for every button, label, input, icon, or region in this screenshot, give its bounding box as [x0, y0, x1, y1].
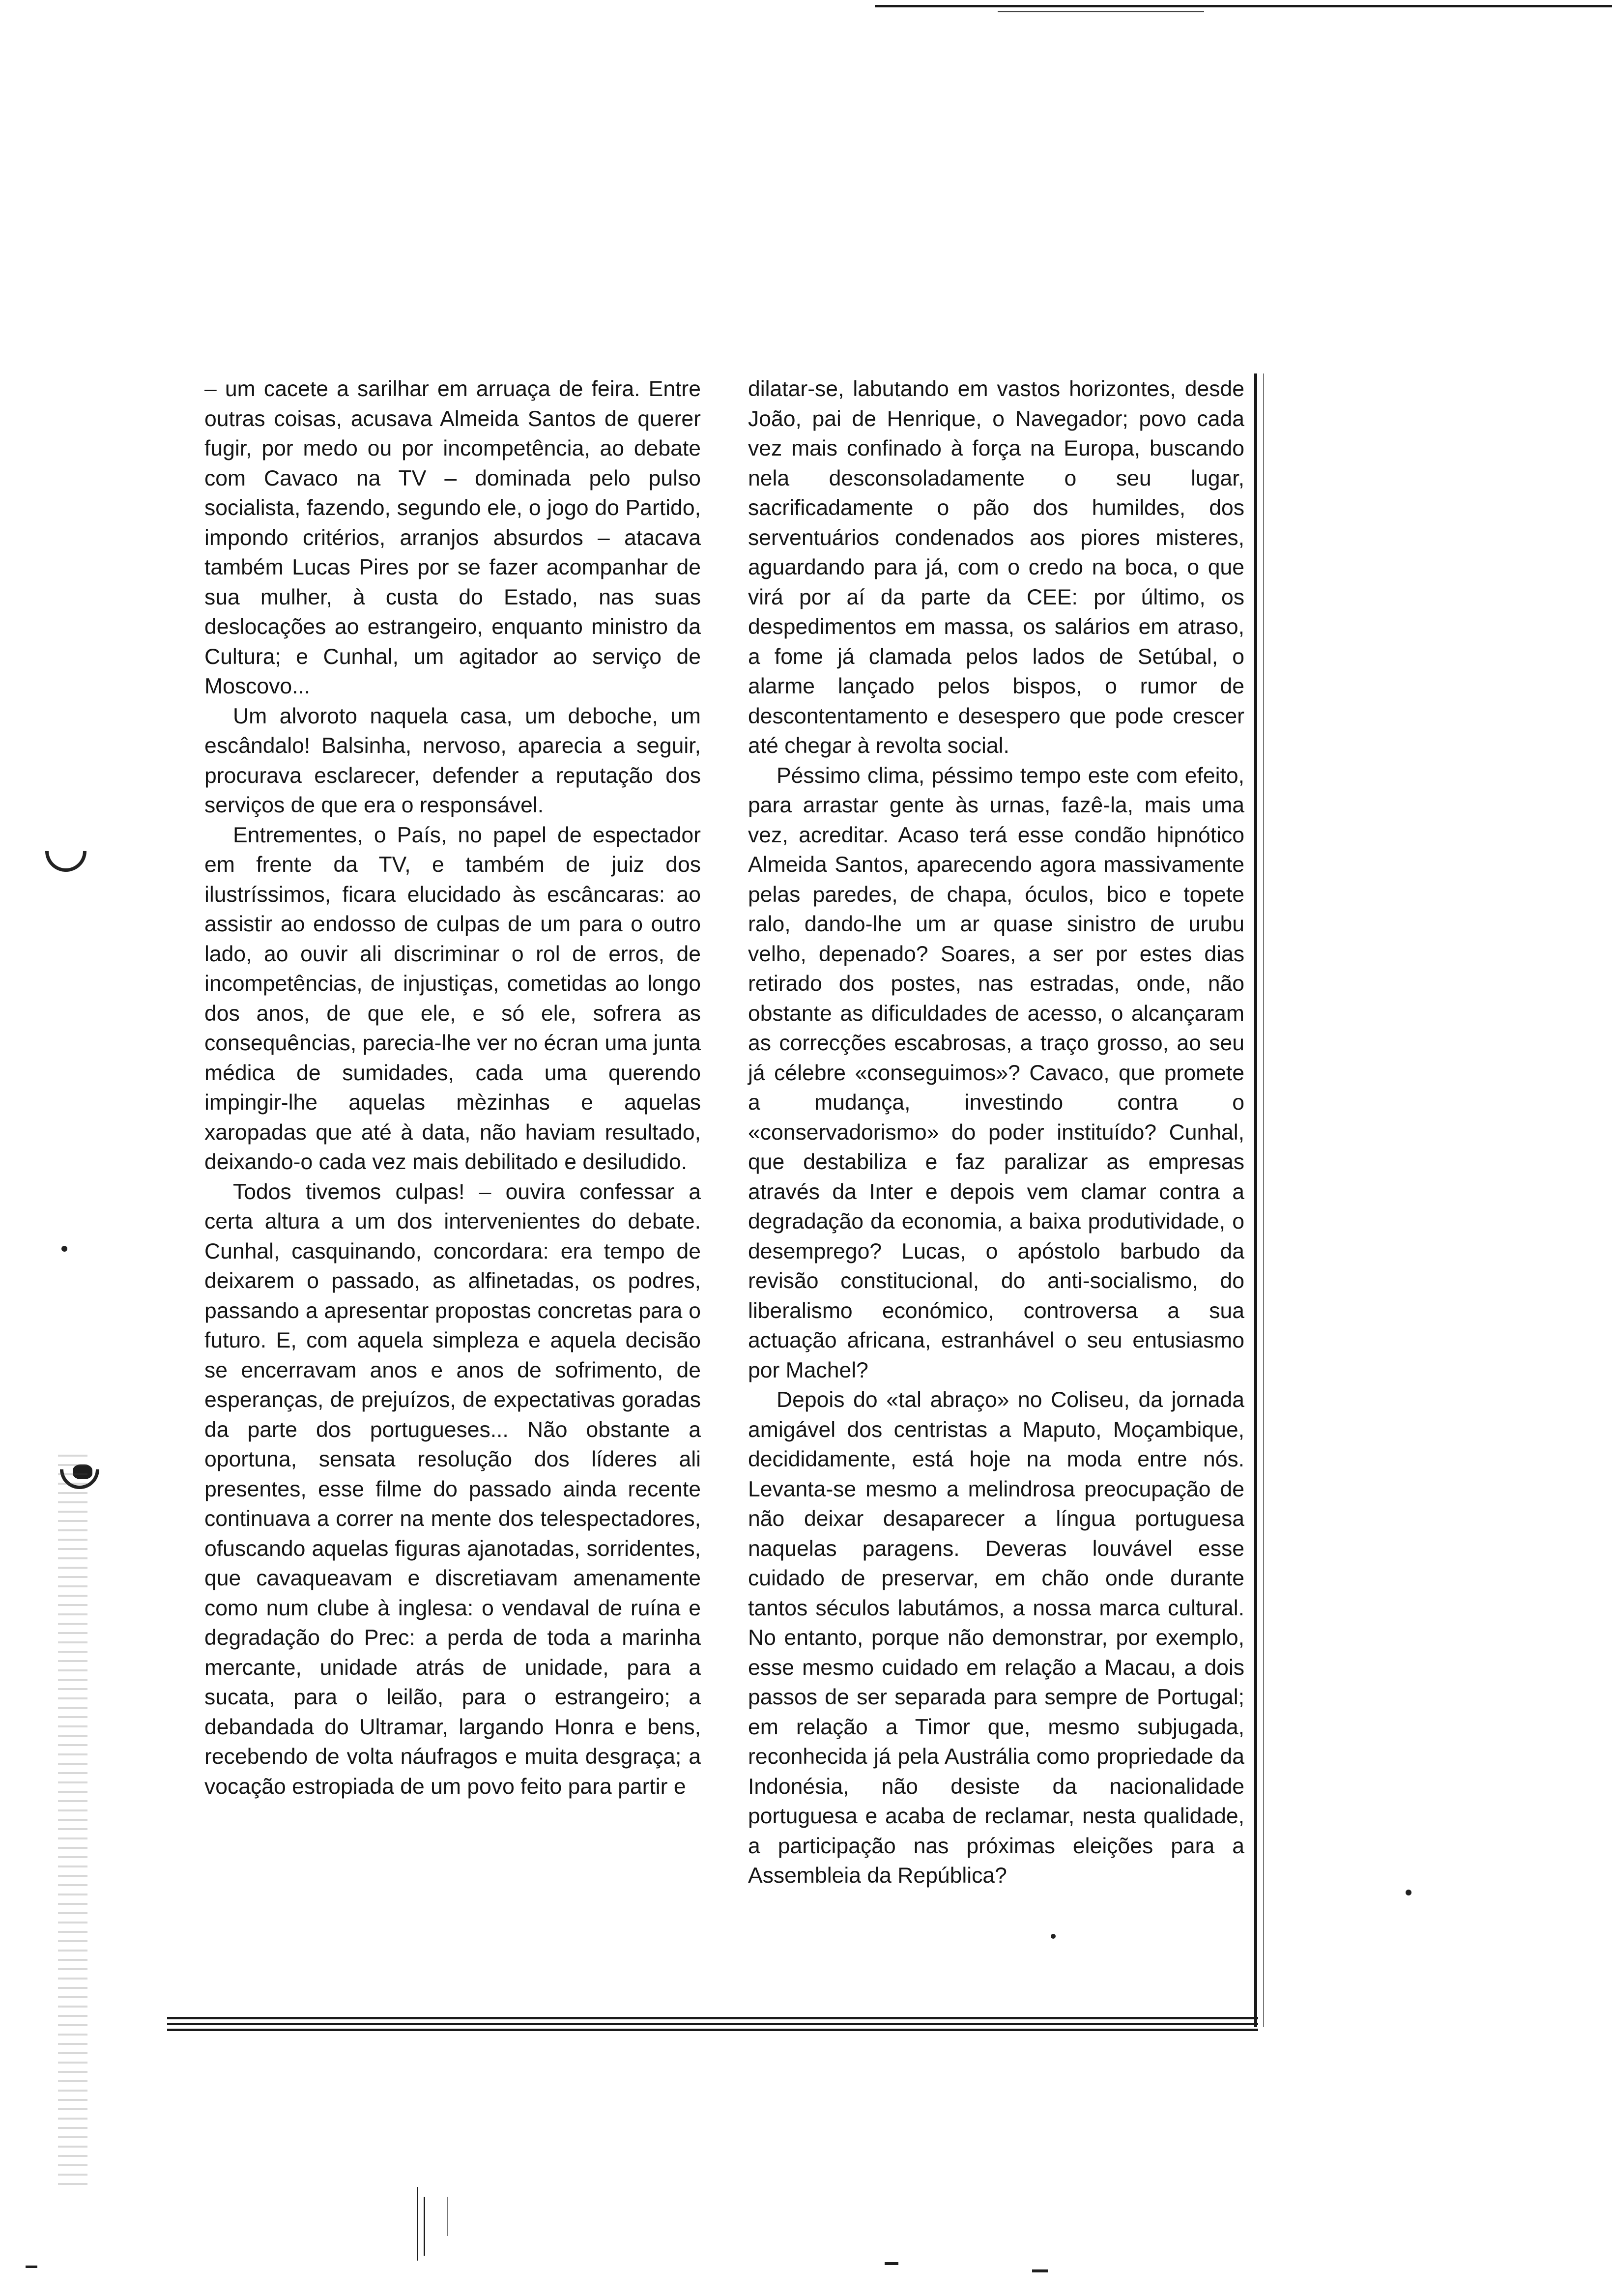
top-rule-secondary: [998, 11, 1204, 12]
stray-dot: [1051, 1934, 1056, 1939]
article-column-left: [204, 374, 701, 1802]
bottom-rule: [167, 2029, 1258, 2031]
bottom-rule: [167, 2017, 1258, 2019]
punch-hole-upper: [37, 822, 95, 881]
column-border-right: [1254, 373, 1257, 2027]
stray-dot: [1406, 1890, 1411, 1895]
scan-mark: [885, 2262, 898, 2265]
bottom-rule: [167, 2023, 1258, 2025]
paragraph: Um alvoroto naquela casa, um deboche, um escândalo! Balsinha, nervoso, aparecia a seguir, procurava esclarecer, defender a reputação dos serviços de que era o responsável.: [204, 704, 701, 817]
scan-mark: [417, 2187, 418, 2261]
scan-mark: [1032, 2269, 1048, 2272]
column-border-right-inner: [1263, 373, 1264, 2027]
scan-mark: [447, 2197, 448, 2236]
paragraph: – um cacete a sarilhar em arruaça de feira. Entre outras coisas, acusava Almeida Santos de querer fugir, por medo ou por incompetência, ao debate com Cavaco na TV – dominada pelo pulso socialista, fazendo, segundo ele, o jogo do Partido, impondo critérios, arranjos absurdos – atacava também Lucas Pires por se fazer acompanhar de sua mulher, à custa do Estado, nas suas deslocações ao estrangeiro, enquanto ministro da Cultura; e Cunhal, um agitador ao serviço de Moscovo...: [204, 377, 701, 698]
scan-edge-speckle: [58, 1455, 87, 2192]
scan-mark: [424, 2197, 425, 2256]
paragraph: Depois do «tal abraço» no Coliseu, da jornada amigável dos centristas a Maputo, Moçambique, decididamente, está hoje na moda entre nós. Levanta-se mesmo a melindrosa preocupação de não deixar desaparecer a língua portuguesa naquelas paragens. Deveras louvável esse cuidado de preservar, em chão onde durante tantos séculos labutámos, a nossa marca cultural. No entanto, porque não demonstrar, por exemplo, esse mesmo cuidado em relação a Macau, a dois passos de ser separada para sempre de Portugal; em relação a Timor que, mesmo subjugada, reconhecida já pela Austrália como propriedade da Indonésia, não desiste da nacionalidade portuguesa e acaba de reclamar, nesta qualidade, a participação nas próximas eleições para a Assembleia da República?: [748, 1388, 1244, 1888]
scan-mark: [26, 2266, 37, 2268]
paragraph: dilatar-se, labutando em vastos horizontes, desde João, pai de Henrique, o Navegador; povo cada vez mais confinado à força na Europa, buscando nela desconsoladamente o seu lugar, sacrificadamente o pão dos humildes, dos serventuários condenados aos piores misteres, aguardando para já, com o credo na boca, o que virá por aí da parte da CEE: por último, os despedimentos em massa, os salários em atraso, a fome já clamada pelos lados de Setúbal, o alarme lançado pelos bispos, o rumor de descontentamento e desespero que pode crescer até chegar à revolta social.: [748, 377, 1244, 758]
paragraph: Entrementes, o País, no papel de espectador em frente da TV, e também de juiz dos ilustríssimos, ficara elucidado às escâncaras: ao assistir ao endosso de culpas de um para o outro lado, ao ouvir ali discriminar o rol de erros, de incompetências, de injustiças, cometidas ao longo dos anos, de que ele, e só ele, sofrera as consequências, parecia-lhe ver no écran uma junta médica de sumidades, cada uma querendo impingir-lhe aquelas mèzinhas e aquelas xaropadas que até à data, não haviam resultado, deixando-o cada vez mais debilitado e desiludido.: [204, 823, 701, 1174]
paragraph: Todos tivemos culpas! – ouvira confessar a certa altura a um dos intervenientes do debate. Cunhal, casquinando, concordara: era tempo de deixarem o passado, as alfinetadas, os podres, passando a apresentar propostas concretas para o futuro. E, com aquela simpleza e aquela decisão se encerravam anos e anos de sofrimento, de esperanças, de prejuízos, de expectativas goradas da parte dos portugueses... Não obstante a oportuna, sensata resolução dos líderes ali presentes, esse filme do passado ainda recente continuava a correr na mente dos telespectadores, ofuscando aquelas figuras ajanotadas, sorridentes, que cavaqueavam e discretiavam amenamente como num clube à inglesa: o vendaval de ruína e degradação do Prec: a perda de toda a marinha mercante, unidade atrás de unidade, para a sucata, para o leilão, para o estrangeiro; a debandada do Ultramar, largando Honra e bens, recebendo de volta náufragos e muita desgraça; a vocação estropiada de um povo feito para partir e: [204, 1179, 701, 1799]
paragraph: Péssimo clima, péssimo tempo este com efeito, para arrastar gente às urnas, fazê-la, mais uma vez, acreditar. Acaso terá esse condão hipnótico Almeida Santos, aparecendo agora massivamente pelas paredes, de chapa, óculos, bico e topete ralo, dando-lhe um ar quase sinistro de urubu velho, depenado? Soares, a ser por estes dias retirado dos postes, nas estradas, onde, não obstante as dificuldades de acesso, o alcançaram as correcções escabrosas, a traço grosso, ao seu já célebre «conseguimos»? Cavaco, que promete a mudança, investindo contra o «conservadorismo» do poder instituído? Cunhal, que destabiliza e faz paralizar as empresas através da Inter e depois vem clamar contra a degradação da economia, a baixa produtividade, o desemprego? Lucas, o apóstolo barbudo da revisão constitucional, do anti-socialismo, do liberalismo económico, controversa a sua actuação africana, estranhável o seu entusiasmo por Machel?: [748, 763, 1244, 1382]
stray-dot: [61, 1246, 67, 1252]
top-rule: [875, 5, 1612, 7]
article-column-right: [748, 374, 1244, 1891]
